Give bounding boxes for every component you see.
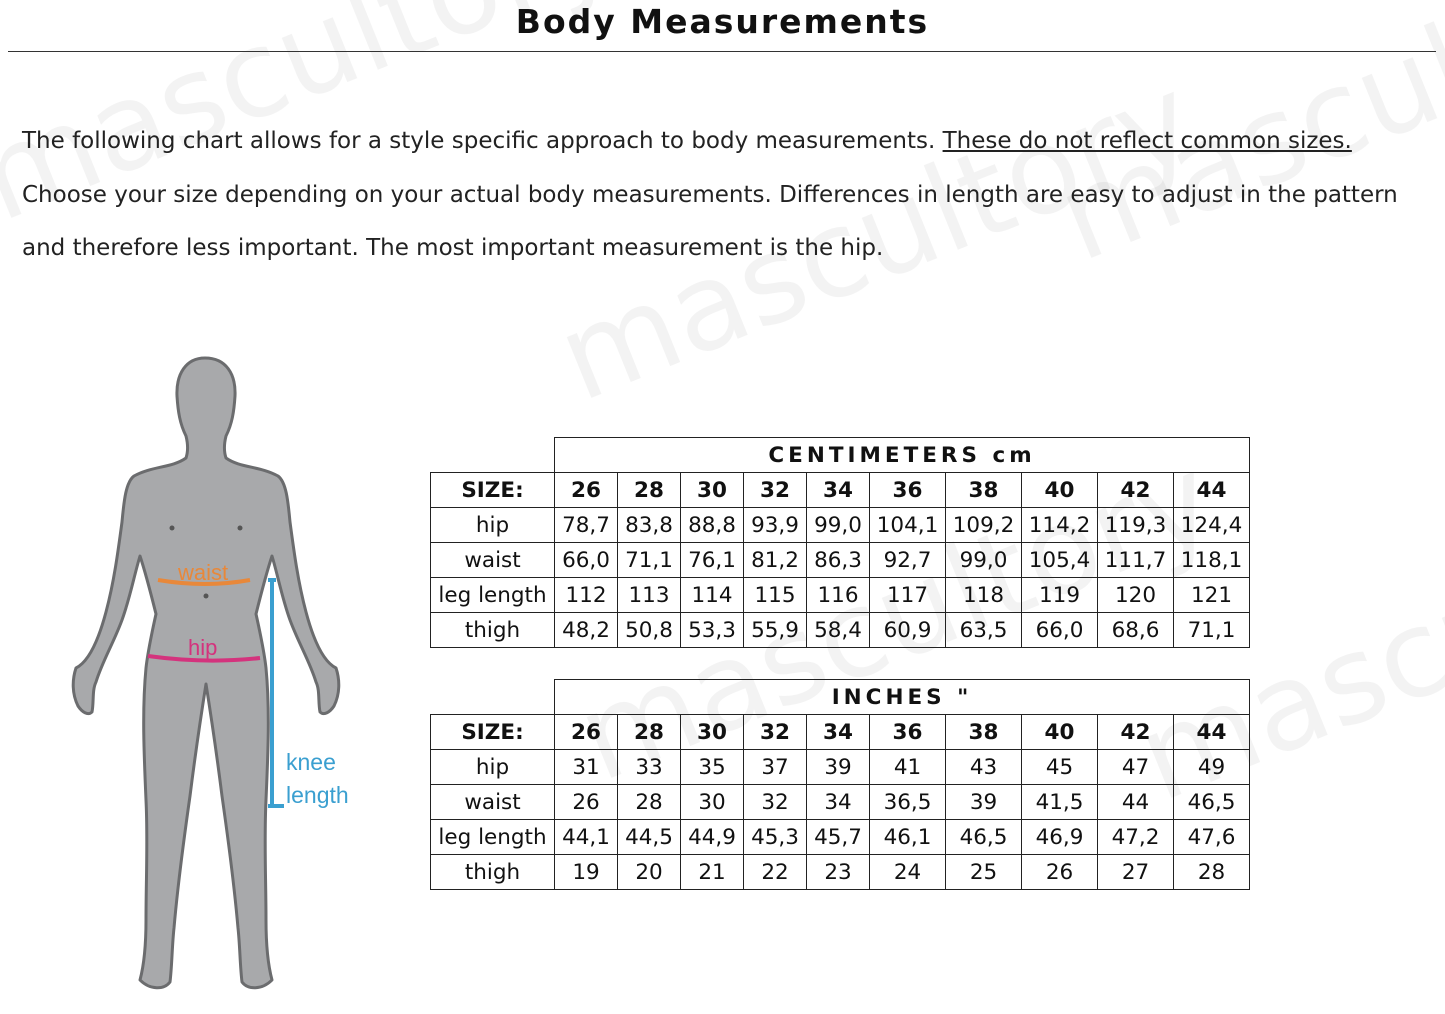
page-title: Body Measurements [515,2,930,41]
table-row [431,578,1250,613]
table-cell: 114 [681,578,744,613]
table-cell: 45,3 [744,820,807,855]
table-cell: 43 [946,750,1022,785]
unit-header: INCHES " [555,680,1250,715]
table-cell: 66,0 [555,543,618,578]
table-row [431,613,1250,648]
length-label: length [286,782,349,808]
table-cell: 81,2 [744,543,807,578]
table-cell: 104,1 [870,508,946,543]
unit-header: CENTIMETERS cm [555,438,1250,473]
table-cell: 118,1 [1174,543,1250,578]
table-cell: 27 [1098,855,1174,890]
table-cell: 24 [870,855,946,890]
table-cell: 19 [555,855,618,890]
table-cell: 44 [1098,785,1174,820]
table-cell: 88,8 [681,508,744,543]
table-cell: 55,9 [744,613,807,648]
table-cell: 28 [618,785,681,820]
size-row [431,473,1250,508]
size-cell: 32 [744,715,807,750]
table-cell: 76,1 [681,543,744,578]
table-cell: 121 [1174,578,1250,613]
size-label: SIZE: [431,715,555,750]
table-cell: 119 [1022,578,1098,613]
row-label: leg length [431,820,555,855]
row-label: thigh [431,855,555,890]
row-label: hip [431,508,555,543]
table-cell: 58,4 [807,613,870,648]
table-cell: 68,6 [1098,613,1174,648]
table-cell: 21 [681,855,744,890]
table-cell: 49 [1174,750,1250,785]
row-label: waist [431,785,555,820]
row-label: thigh [431,613,555,648]
waist-label: waist [178,560,229,585]
row-label: waist [431,543,555,578]
size-cell: 36 [870,715,946,750]
table-cell: 36,5 [870,785,946,820]
table-cell: 39 [807,750,870,785]
table-row [431,785,1250,820]
table-cell: 66,0 [1022,613,1098,648]
table-cell: 112 [555,578,618,613]
table-cell: 86,3 [807,543,870,578]
unit-row [431,438,1250,473]
body-silhouette [73,358,339,988]
body-figure [60,350,380,1000]
table-cell: 92,7 [870,543,946,578]
table-cell: 111,7 [1098,543,1174,578]
size-cell: 40 [1022,473,1098,508]
size-cell: 34 [807,715,870,750]
table-cell: 44,1 [555,820,618,855]
table-cell: 118 [946,578,1022,613]
table-row [431,508,1250,543]
size-cell: 42 [1098,473,1174,508]
table-cell: 31 [555,750,618,785]
knee-label: knee [286,749,336,775]
table-row [431,543,1250,578]
table-cell: 78,7 [555,508,618,543]
table-row [431,855,1250,890]
size-cell: 36 [870,473,946,508]
table-cell: 71,1 [1174,613,1250,648]
title-divider [8,51,1436,52]
intro-text-1: The following chart allows for a style specific approach to body measurements. [22,128,943,154]
table-cell: 46,1 [870,820,946,855]
size-cell: 38 [946,715,1022,750]
table-cell: 113 [618,578,681,613]
table-cell: 32 [744,785,807,820]
table-cell: 23 [807,855,870,890]
hip-label: hip [188,635,218,660]
intro-text-2: Choose your size depending on your actual body measurements. Differences in length are easy to adjust in the pattern and therefore less important. The most important measurement is the hip. [22,181,1398,261]
table-cell: 115 [744,578,807,613]
table-cell: 48,2 [555,613,618,648]
size-cell: 38 [946,473,1022,508]
table-cell: 50,8 [618,613,681,648]
table-cell: 114,2 [1022,508,1098,543]
table-cell: 71,1 [618,543,681,578]
size-cell: 26 [555,473,618,508]
table-cell: 99,0 [807,508,870,543]
unit-row [431,680,1250,715]
size-cell: 34 [807,473,870,508]
table-cell: 25 [946,855,1022,890]
table-cell: 34 [807,785,870,820]
table-row [431,750,1250,785]
table-cell: 119,3 [1098,508,1174,543]
table-cell: 109,2 [946,508,1022,543]
table-row [431,820,1250,855]
table-cell: 46,5 [1174,785,1250,820]
table-cell: 63,5 [946,613,1022,648]
size-cell: 30 [681,715,744,750]
table-cell: 41 [870,750,946,785]
size-cell: 44 [1174,715,1250,750]
table-cell: 46,9 [1022,820,1098,855]
table-cell: 116 [807,578,870,613]
table-cell: 35 [681,750,744,785]
size-cell: 26 [555,715,618,750]
table-cell: 99,0 [946,543,1022,578]
table-cell: 33 [618,750,681,785]
size-label: SIZE: [431,473,555,508]
table-cell: 46,5 [946,820,1022,855]
table-cell: 47,2 [1098,820,1174,855]
knee-length-bracket [268,580,284,806]
table-cell: 28 [1174,855,1250,890]
table-cell: 47,6 [1174,820,1250,855]
row-label: leg length [431,578,555,613]
table-cell: 45 [1022,750,1098,785]
size-cell: 44 [1174,473,1250,508]
table-cell: 47 [1098,750,1174,785]
table-cell: 83,8 [618,508,681,543]
table-cell: 45,7 [807,820,870,855]
size-cell: 42 [1098,715,1174,750]
table-cell: 26 [555,785,618,820]
table-cell: 20 [618,855,681,890]
table-cell: 30 [681,785,744,820]
table-cell: 39 [946,785,1022,820]
size-cell: 30 [681,473,744,508]
table-cell: 120 [1098,578,1174,613]
table-cell: 44,5 [618,820,681,855]
table-cell: 41,5 [1022,785,1098,820]
table-cell: 44,9 [681,820,744,855]
table-cell: 53,3 [681,613,744,648]
table-cell: 22 [744,855,807,890]
row-label: hip [431,750,555,785]
table-cell: 105,4 [1022,543,1098,578]
table-cell: 26 [1022,855,1098,890]
size-cell: 28 [618,715,681,750]
size-cell: 32 [744,473,807,508]
size-row [431,715,1250,750]
table-cell: 60,9 [870,613,946,648]
size-table-centimeters [430,437,1250,648]
intro-paragraph [22,115,1432,276]
size-cell: 40 [1022,715,1098,750]
table-cell: 124,4 [1174,508,1250,543]
table-cell: 93,9 [744,508,807,543]
intro-underlined-text: These do not reflect common sizes. [942,128,1352,154]
table-cell: 117 [870,578,946,613]
table-cell: 37 [744,750,807,785]
size-table-inches [430,679,1250,890]
size-cell: 28 [618,473,681,508]
